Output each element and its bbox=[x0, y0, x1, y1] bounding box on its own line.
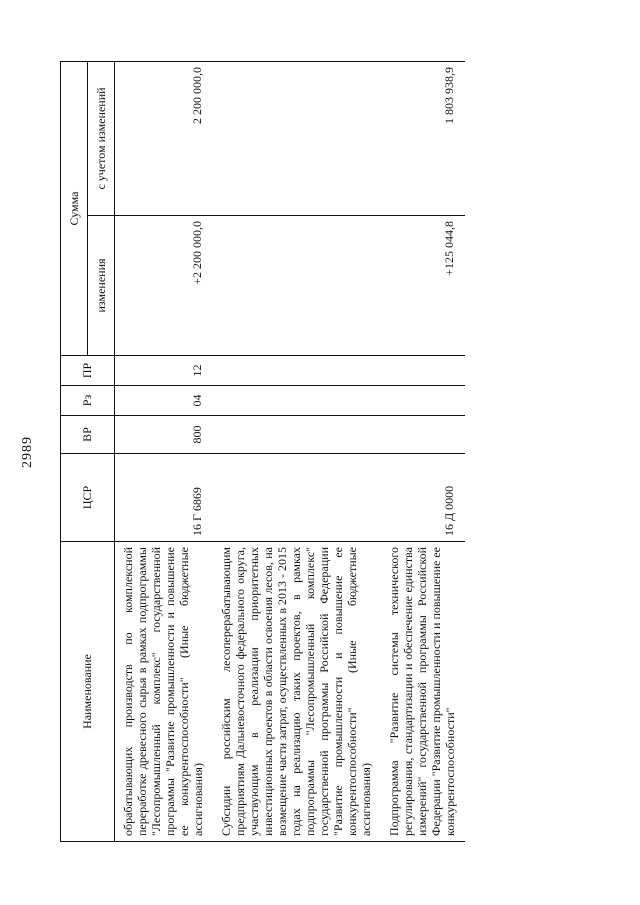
header-csr: ЦСР bbox=[61, 454, 115, 542]
row-pr: 12 bbox=[115, 356, 214, 386]
header-change: изменения bbox=[88, 216, 115, 356]
row-name: Подпрограмма "Развитие системы технического регулирования, стандартизации и обеспечение единства измерений" государственной программы Российской Федерации "Развитие промышленности и повышение ее конкурентоспособности" bbox=[381, 542, 465, 842]
table-row bbox=[381, 61, 465, 841]
header-vr: ВР bbox=[61, 416, 115, 454]
row-vr: 800 bbox=[115, 416, 214, 454]
header-name: Наименование bbox=[61, 542, 115, 842]
row-pr bbox=[381, 356, 465, 386]
row-name: обрабатывающих производств по комплексной переработке древесного сырья в рамках подпрограммы "Лесопромышленный комплекс" государственной программы "Развитие промышленности и повышение ее конкурентоспособности" (Иные бюджетные ассигнования) bbox=[115, 542, 214, 842]
row-rz: 04 bbox=[115, 386, 214, 416]
row-rz bbox=[213, 386, 381, 416]
header-rz: Рз bbox=[61, 386, 115, 416]
row-csr: 16 Г 6869 bbox=[115, 454, 214, 542]
row-total: 1 803 938,9 bbox=[381, 61, 465, 215]
row-name: Субсидии российским лесоперерабатывающим предприятиям Дальневосточного федерального округа, участвующим в реализации приоритетных инвестиционных проектов в области освоения лесов, на возмещение части затрат, осуществленных в 2013 - 2015 годах на реализацию таких проектов, в рамках подпрограммы "Лесопромышленный комплекс" государственной программы Российской Федерации "Развитие промышленности и повышение ее конкурентоспособности" (Иные бюджетные ассигнования) bbox=[213, 542, 381, 842]
row-pr bbox=[213, 356, 381, 386]
table-row bbox=[115, 61, 214, 841]
row-change: +125 044,8 bbox=[381, 216, 465, 356]
budget-table bbox=[60, 61, 465, 842]
row-rz bbox=[381, 386, 465, 416]
header-pr: ПР bbox=[61, 356, 115, 386]
table-row bbox=[213, 61, 381, 841]
row-total: 2 200 000,0 bbox=[115, 61, 214, 215]
row-csr: 16 Д 0000 bbox=[381, 454, 465, 542]
row-change: +2 200 000,0 bbox=[115, 216, 214, 356]
row-change bbox=[213, 216, 381, 356]
row-csr bbox=[213, 454, 381, 542]
header-with-change: с учетом изменений bbox=[88, 61, 115, 215]
header-sum: Сумма bbox=[61, 61, 88, 355]
rotated-page bbox=[20, 62, 580, 842]
row-vr bbox=[213, 416, 381, 454]
row-total bbox=[213, 61, 381, 215]
page-number: 2989 bbox=[20, 436, 35, 468]
row-vr bbox=[381, 416, 465, 454]
